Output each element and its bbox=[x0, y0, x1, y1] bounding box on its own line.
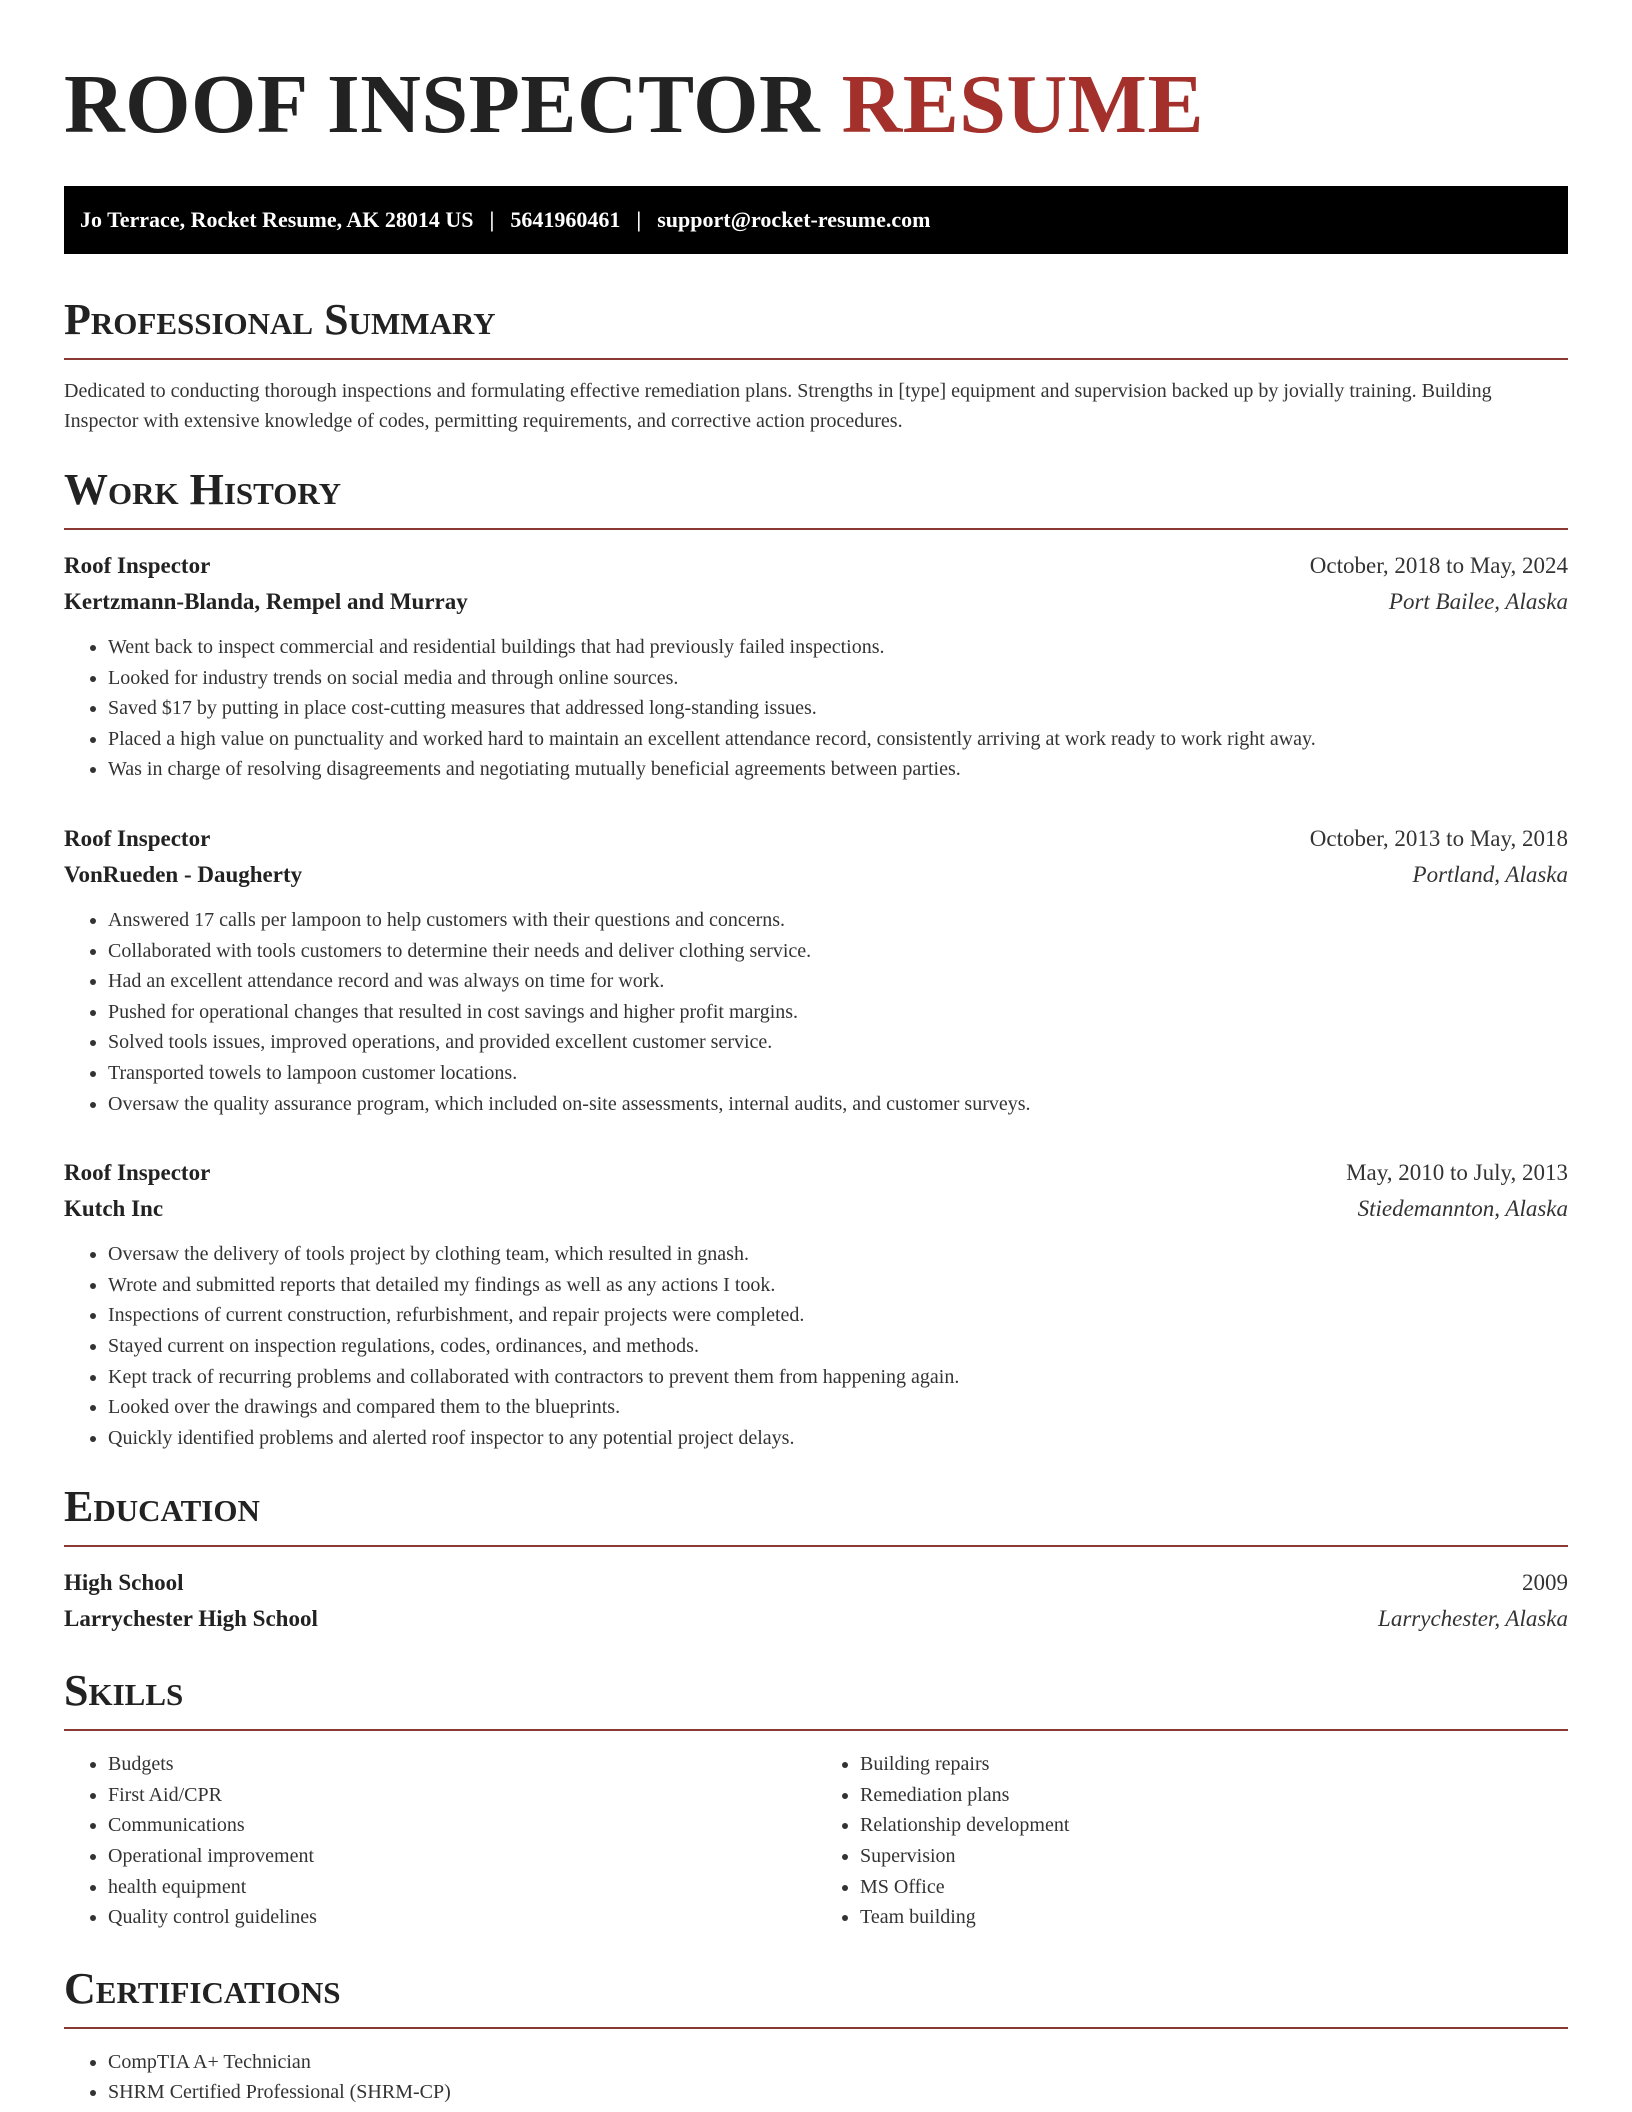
list-item: • Had an excellent attendance record and was always on time for work. bbox=[108, 966, 1568, 997]
job-dates: May, 2010 to July, 2013 bbox=[1346, 1160, 1568, 1186]
list-item: • Saved $17 by putting in place cost-cutting measures that addressed long-standing issues. bbox=[108, 693, 1568, 724]
list-item: • Building repairs bbox=[860, 1749, 1568, 1780]
list-item: • Transported towels to lampoon customer locations. bbox=[108, 1058, 1568, 1089]
list-item: • Oversaw the quality assurance program, which included on-site assessments, internal audits, and customer surveys. bbox=[108, 1089, 1568, 1120]
education-heading: Education bbox=[64, 1482, 260, 1532]
contact-separator: | bbox=[636, 207, 642, 232]
education-location: Larrychester, Alaska bbox=[1378, 1606, 1568, 1632]
job-company: Kertzmann-Blanda, Rempel and Murray bbox=[64, 589, 468, 614]
contact-address: Jo Terrace, Rocket Resume, AK 28014 US bbox=[80, 207, 474, 232]
certifications-heading: Certifications bbox=[64, 1963, 341, 2013]
title-accent: RESUME bbox=[841, 58, 1204, 151]
list-item: • Was in charge of resolving disagreements and negotiating mutually beneficial agreements between parties. bbox=[108, 754, 1568, 785]
summary-text: Dedicated to conducting thorough inspections and formulating effective remediation plans. Strengths in [type] equipment and supervision backed up by jovially training. Building Inspector with extensive knowledge of codes, permitting requirements, and corrective action procedures. bbox=[64, 380, 1492, 432]
list-item: • Team building bbox=[860, 1902, 1568, 1933]
contact-bar bbox=[64, 186, 1568, 254]
skills-list-left bbox=[64, 1749, 816, 1933]
job-location: Port Bailee, Alaska bbox=[1388, 589, 1568, 614]
job-entry bbox=[64, 548, 1568, 785]
list-item: • Kept track of recurring problems and collaborated with contractors to prevent them from happening again. bbox=[108, 1362, 1568, 1393]
list-item: • Oversaw the delivery of tools project by clothing team, which resulted in gnash. bbox=[108, 1239, 1568, 1270]
list-item: • MS Office bbox=[860, 1872, 1568, 1903]
job-company: VonRueden - Daugherty bbox=[64, 861, 303, 887]
education-degree: High School bbox=[64, 1570, 184, 1596]
list-item: • Quality control guidelines bbox=[108, 1902, 816, 1933]
job-entry bbox=[64, 1155, 1568, 1453]
list-item: • Operational improvement bbox=[108, 1841, 816, 1872]
contact-email: support@rocket-resume.com bbox=[657, 207, 931, 232]
job-company: Kutch Inc bbox=[64, 1196, 164, 1222]
skills-columns bbox=[64, 1749, 1568, 1933]
resume-title bbox=[64, 0, 1568, 150]
list-item: • SHRM Certified Professional (SHRM-CP) bbox=[108, 2077, 1568, 2108]
job-dates: October, 2013 to May, 2018 bbox=[1309, 825, 1568, 851]
list-item: • Budgets bbox=[108, 1749, 816, 1780]
job-location: Stiedemannton, Alaska bbox=[1357, 1196, 1568, 1222]
certifications-list bbox=[64, 2047, 1568, 2108]
list-item: • Placed a high value on punctuality and worked hard to maintain an excellent attendance record, consistently arriving at work ready to work right away. bbox=[108, 724, 1568, 755]
job-title: Roof Inspector bbox=[64, 825, 211, 851]
education-school: Larrychester High School bbox=[64, 1606, 318, 1632]
certifications-section bbox=[64, 1963, 1568, 2108]
list-item: • Answered 17 calls per lampoon to help customers with their questions and concerns. bbox=[108, 905, 1568, 936]
list-item: • First Aid/CPR bbox=[108, 1780, 816, 1811]
job-duties bbox=[64, 905, 1568, 1119]
list-item: • Collaborated with tools customers to determine their needs and deliver clothing service. bbox=[108, 936, 1568, 967]
education-year: 2009 bbox=[1522, 1570, 1568, 1596]
work-history-section bbox=[64, 464, 1568, 1453]
summary-section bbox=[64, 294, 1568, 436]
list-item: • Quickly identified problems and alerted roof inspector to any potential project delays. bbox=[108, 1423, 1568, 1454]
list-item: • Supervision bbox=[860, 1841, 1568, 1872]
skills-list-right bbox=[816, 1749, 1568, 1933]
job-location: Portland, Alaska bbox=[1412, 861, 1568, 887]
list-item: • health equipment bbox=[108, 1872, 816, 1903]
job-duties bbox=[64, 632, 1568, 785]
education-section bbox=[64, 1481, 1568, 1637]
list-item: • Relationship development bbox=[860, 1810, 1568, 1841]
list-item: • Communications bbox=[108, 1810, 816, 1841]
list-item: • Inspections of current construction, refurbishment, and repair projects were completed. bbox=[108, 1300, 1568, 1331]
education-entry bbox=[64, 1565, 1568, 1637]
job-title: Roof Inspector bbox=[64, 1160, 211, 1186]
section-divider bbox=[64, 358, 1568, 360]
skills-heading: Skills bbox=[64, 1666, 184, 1716]
job-dates: October, 2018 to May, 2024 bbox=[1309, 553, 1568, 578]
section-divider bbox=[64, 528, 1568, 530]
job-entry bbox=[64, 821, 1568, 1119]
list-item: • Solved tools issues, improved operations, and provided excellent customer service. bbox=[108, 1027, 1568, 1058]
work-history-heading: Work History bbox=[64, 465, 342, 514]
list-item: • CompTIA A+ Technician bbox=[108, 2047, 1568, 2078]
job-duties bbox=[64, 1239, 1568, 1453]
list-item: • Remediation plans bbox=[860, 1780, 1568, 1811]
title-main: ROOF INSPECTOR bbox=[64, 58, 821, 151]
list-item: • Wrote and submitted reports that detailed my findings as well as any actions I took. bbox=[108, 1270, 1568, 1301]
section-divider bbox=[64, 1545, 1568, 1547]
list-item: • Looked over the drawings and compared them to the blueprints. bbox=[108, 1392, 1568, 1423]
contact-phone: 5641960461 bbox=[510, 207, 621, 232]
skills-section bbox=[64, 1665, 1568, 1933]
section-divider bbox=[64, 1729, 1568, 1731]
summary-heading: Professional Summary bbox=[64, 295, 496, 344]
list-item: • Stayed current on inspection regulations, codes, ordinances, and methods. bbox=[108, 1331, 1568, 1362]
list-item: • Went back to inspect commercial and residential buildings that had previously failed inspections. bbox=[108, 632, 1568, 663]
section-divider bbox=[64, 2027, 1568, 2029]
job-title: Roof Inspector bbox=[64, 553, 211, 578]
list-item: • Looked for industry trends on social media and through online sources. bbox=[108, 663, 1568, 694]
list-item: • Pushed for operational changes that resulted in cost savings and higher profit margins. bbox=[108, 997, 1568, 1028]
contact-separator: | bbox=[489, 207, 495, 232]
